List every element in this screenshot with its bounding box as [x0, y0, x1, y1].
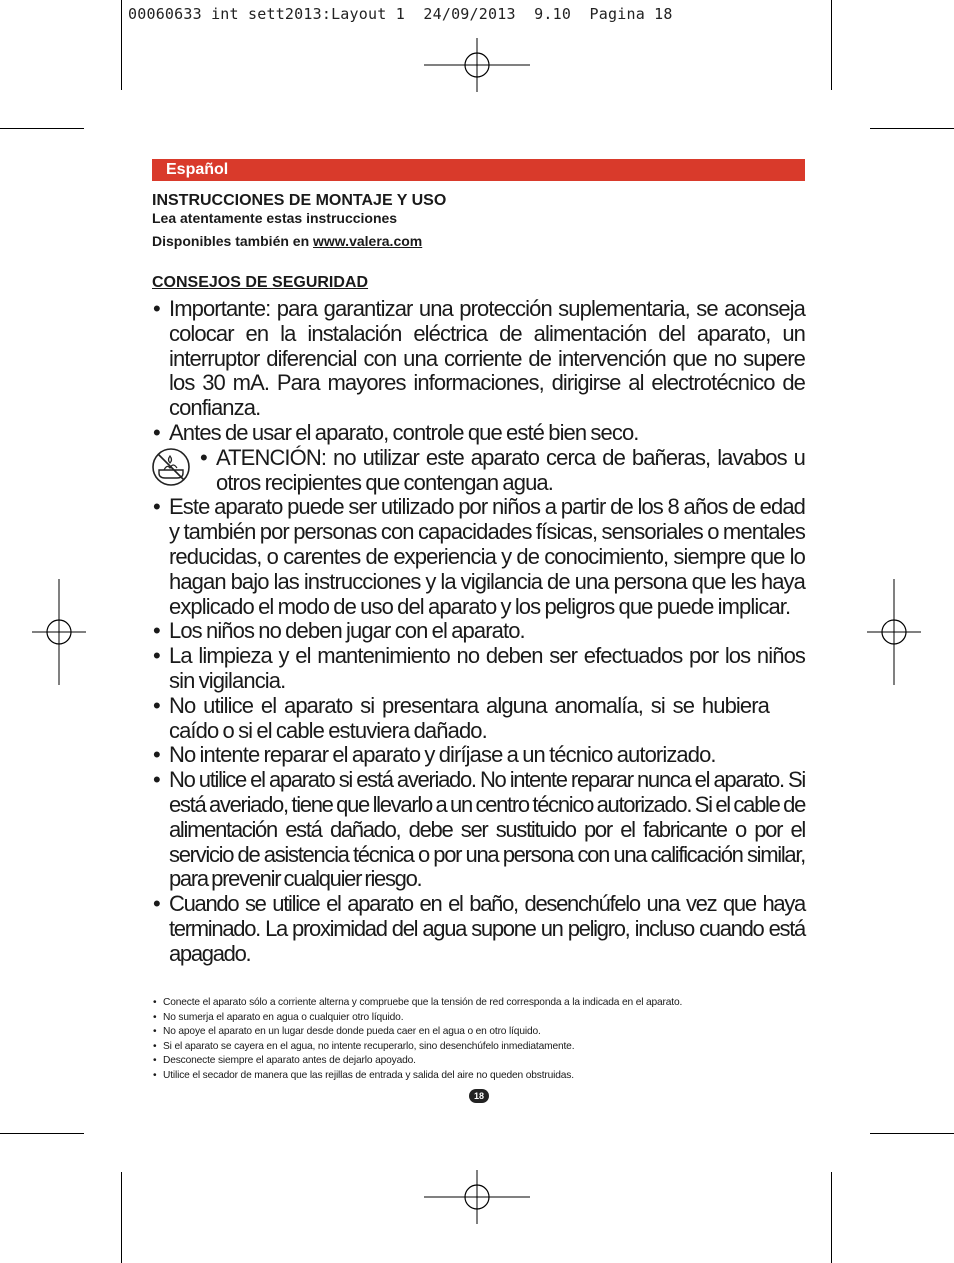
small-list-item: • Si el aparato se cayera en el agua, no intente recuperarlo, sino desenchúfelo inmediatamente. — [152, 1040, 812, 1055]
language-bar — [152, 159, 805, 181]
small-list-item: • Conecte el aparato sólo a corriente alterna y compruebe que la tensión de red corresponda a la indicada en el aparato. — [152, 996, 812, 1011]
list-item: • Este aparato puede ser utilizado por niños a partir de los 8 años de edad y también por personas con capacidades físicas, sensoriales o mentales reducidas, o carentes de experiencia y de conocimiento, siempre que lo hagan bajo las instrucciones y la vigilancia de una persona que les haya explicado el modo de uso del aparato y los peligros que puede implicar. — [152, 495, 805, 619]
list-item: • No utilice el aparato si está averiado. No intente reparar nunca el aparato. Si está averiado, tiene que llevarlo a un centro técnico autorizado. Si el cable de alimentación está dañado, debe ser sustituido por el fabricante o por el servicio de asistencia técnica o por una persona con una calificación similar, para prevenir cualquier riesgo. — [152, 768, 805, 892]
availability-line — [152, 233, 422, 249]
registration-mark-icon — [32, 579, 86, 685]
small-list-item: • No sumerja el aparato en agua o cualquier otro líquido. — [152, 1011, 812, 1026]
availability-prefix: Disponibles también en — [152, 233, 314, 249]
list-item: • Antes de usar el aparato, controle que esté bien seco. — [152, 421, 805, 446]
no-water-bath-icon — [150, 446, 192, 488]
registration-mark-icon — [867, 579, 921, 685]
small-list-item: • No apoye el aparato en un lugar desde donde pueda caer en el agua o en otro líquido. — [152, 1025, 812, 1040]
crop-mark — [0, 1133, 84, 1134]
list-item: • Los niños no deben jugar con el aparato. — [152, 619, 805, 644]
crop-mark — [831, 0, 832, 90]
crop-mark — [121, 0, 122, 90]
list-item: • Cuando se utilice el aparato en el baño, desenchúfelo una vez que haya terminado. La proximidad del agua supone un peligro, incluso cuando está apagado. — [152, 892, 805, 966]
language-label: Español — [166, 161, 229, 178]
list-item: • No utilice el aparato si presentara alguna anomalía, si se hubiera caído o si el cable estuviera dañado. — [152, 694, 769, 744]
safety-list — [152, 297, 805, 967]
warning-text: ATENCIÓN: no utilizar este aparato cerca de bañeras, lavabos u otros recipientes que contengan agua. — [216, 444, 805, 495]
small-list-item: • Utilice el secador de manera que las rejillas de entrada y salida del aire no queden obstruidas. — [152, 1069, 812, 1084]
list-item: • No intente reparar el aparato y diríjase a un técnico autorizado. — [152, 743, 805, 768]
page-number: 18 — [469, 1089, 489, 1103]
crop-mark — [121, 1172, 122, 1263]
registration-mark-icon — [424, 1170, 530, 1224]
instructions-subtitle: Lea atentamente estas instrucciones — [152, 210, 398, 226]
list-item-warning — [152, 446, 805, 496]
small-list-item: • Desconecte siempre el aparato antes de dejarlo apoyado. — [152, 1054, 812, 1069]
crop-mark — [0, 128, 84, 129]
website-link[interactable]: www.valera.com — [313, 233, 423, 249]
list-item: • Importante: para garantizar una protección suplementaria, se aconseja colocar en la instalación eléctrica de alimentación del aparato, un interruptor diferencial con una corriente de intervención que no supere los 30 mA. Para mayores informaciones, dirigirse al electrotécnico de confianza. — [152, 297, 805, 421]
crop-mark — [870, 1133, 954, 1134]
small-print-list — [152, 996, 812, 1084]
instructions-title: INSTRUCCIONES DE MONTAJE Y USO — [152, 192, 447, 209]
print-slug: 00060633 int sett2013:Layout 1 24/09/2013 9.10 Pagina 18 — [128, 5, 673, 23]
crop-mark — [831, 1172, 832, 1263]
crop-mark — [870, 128, 954, 129]
registration-mark-icon — [424, 38, 530, 92]
list-item: • La limpieza y el mantenimiento no deben ser efectuados por los niños sin vigilancia. — [152, 644, 805, 694]
section-title: CONSEJOS DE SEGURIDAD — [152, 274, 369, 291]
